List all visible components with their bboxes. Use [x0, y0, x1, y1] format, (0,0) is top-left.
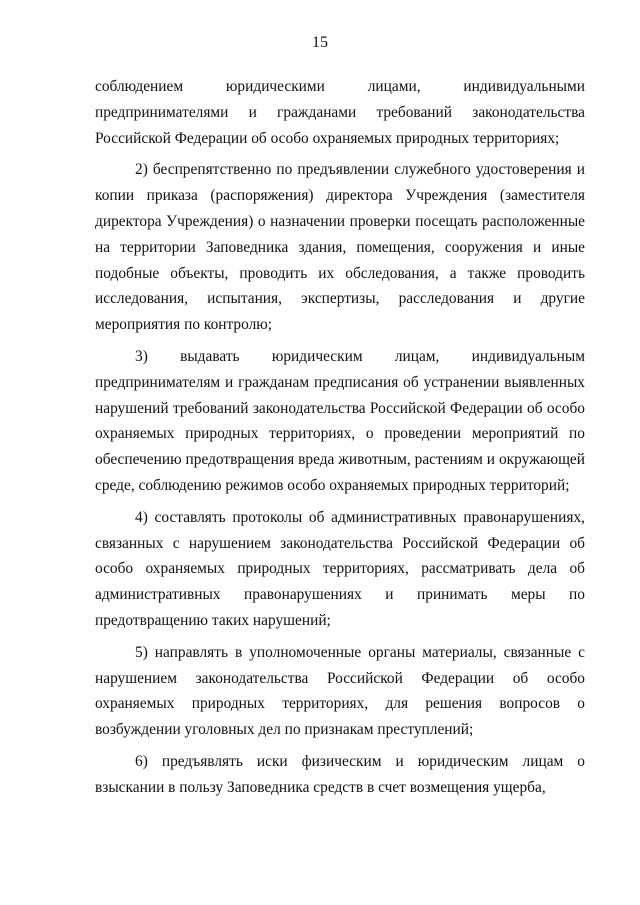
paragraph-item-4: 4) составлять протоколы об административных правонарушениях, связанных с нарушением законодательства Российской Федерации об особо охраняемых природных территориях, рассматривать дела об административных правонарушениях и принимать меры по предотвращению таких нарушений;	[95, 508, 585, 629]
paragraph-item-5: 5) направлять в уполномоченные органы материалы, связанные с нарушением законодательства Российской Федерации об особо охраняемых природных территориях, для решения вопросов о возбуждении уголовных дел по признакам преступлений;	[95, 643, 585, 739]
document-body	[95, 74, 585, 801]
paragraph-item-2: 2) беспрепятственно по предъявлении служебного удостоверения и копии приказа (распоряжения) директора Учреждения (заместителя директора Учреждения) о назначении проверки посещать расположенные на территории Заповедника здания, помещения, сооружения и иные подобные объекты, проводить их обследования, а также проводить исследования, испытания, экспертизы, расследования и другие мероприятия по контролю;	[95, 161, 585, 334]
paragraph-item-3: 3) выдавать юридическим лицам, индивидуальным предпринимателям и гражданам предписания об устранении выявленных нарушений требований законодательства Российской Федерации об особо охраняемых природных территориях, о проведении мероприятий по обеспечению предотвращения вреда животным, растениям и окружающей среде, соблюдению режимов особо охраняемых природных территорий;	[95, 347, 585, 494]
paragraph-item-6: 6) предъявлять иски физическим и юридическим лицам о взыскании в пользу Заповедника средств в счет возмещения ущерба,	[95, 752, 585, 796]
paragraph-continuation: соблюдением юридическими лицами, индивидуальными предпринимателями и гражданами требований законодательства Российской Федерации об особо охраняемых природных территориях;	[95, 78, 585, 147]
page-number: 15	[312, 34, 328, 51]
